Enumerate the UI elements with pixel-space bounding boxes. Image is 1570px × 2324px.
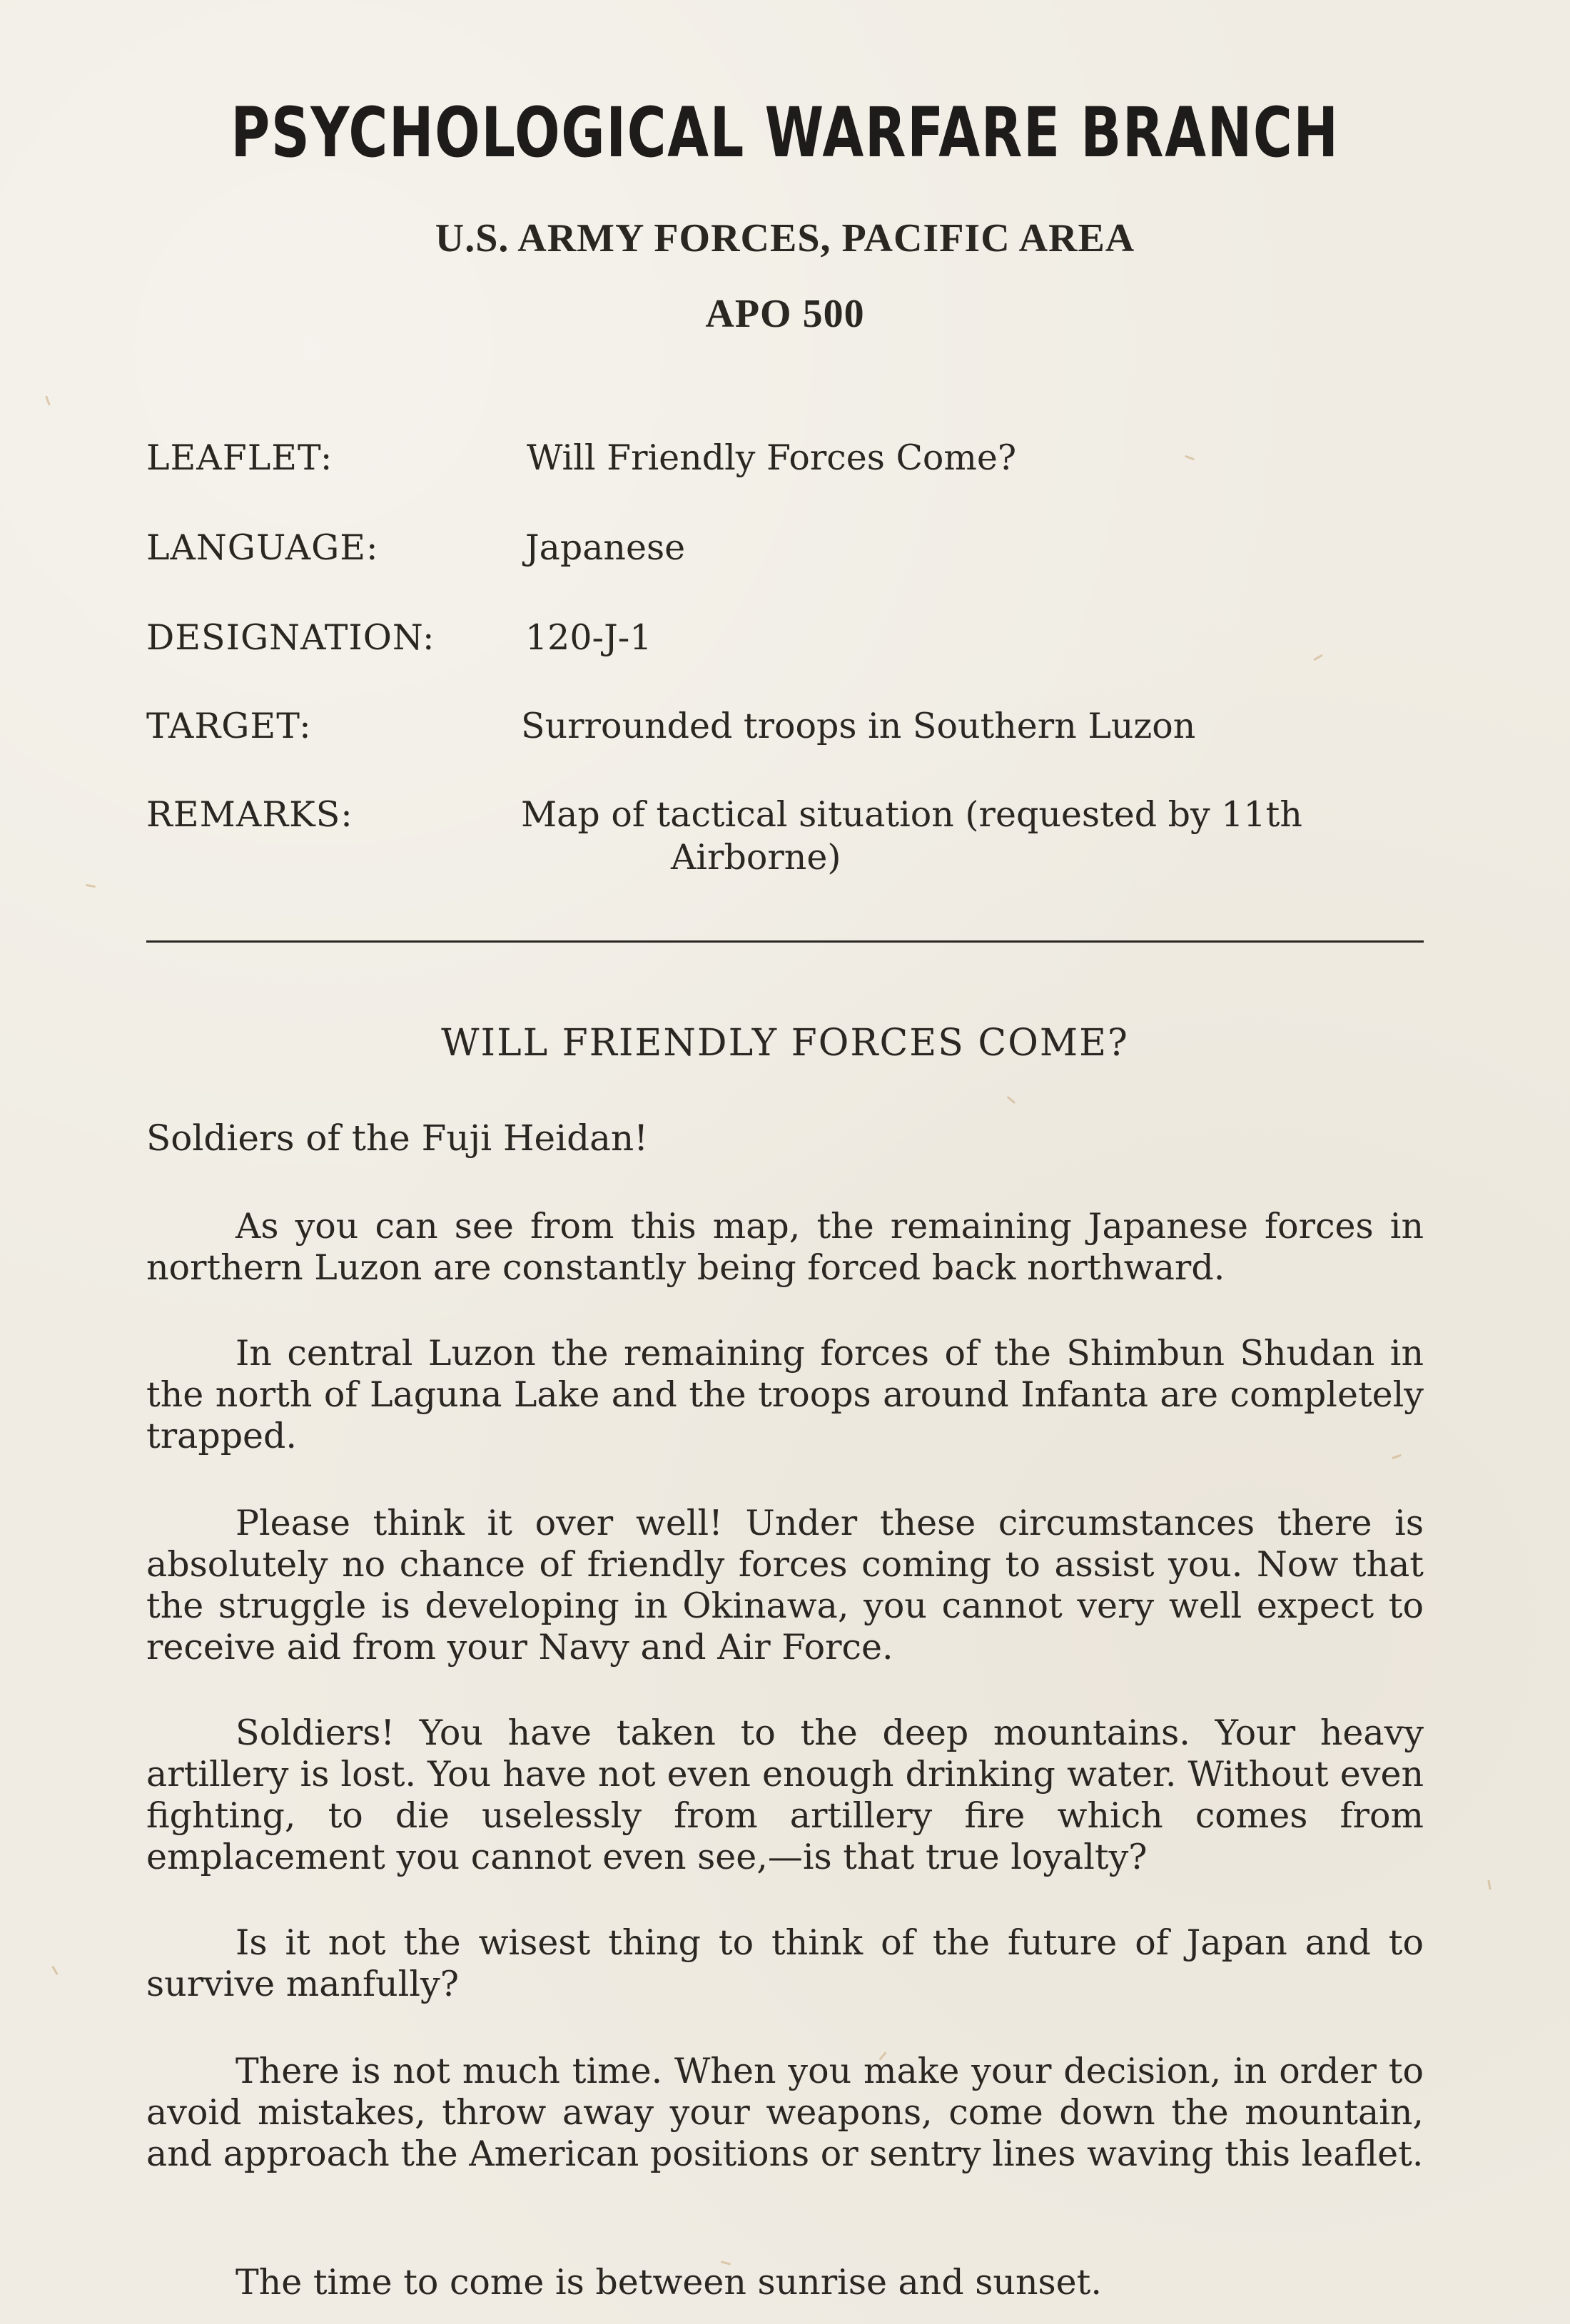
body-paragraph: Soldiers! You have taken to the deep mountains. Your heavy artillery is lost. You have not even enough drinking water. Without even fighting, to die uselessly from artillery fire which comes from emplacement you cannot even see,—is that true loyalty? xyxy=(146,1712,1424,1877)
apo-number: APO 500 xyxy=(705,292,865,336)
paper-fleck xyxy=(1185,455,1195,461)
designation-value: 120-J-1 xyxy=(525,617,652,658)
paper-fleck xyxy=(45,395,51,405)
leaflet-value: Will Friendly Forces Come? xyxy=(527,437,1017,478)
language-label: LANGUAGE: xyxy=(146,527,379,568)
paper-fleck xyxy=(1313,654,1323,661)
salutation: Soldiers of the Fuji Heidan! xyxy=(146,1117,649,1159)
paper-fleck xyxy=(1487,1879,1491,1889)
remarks-label: REMARKS: xyxy=(146,794,353,835)
section-divider xyxy=(146,940,1424,943)
remarks-value-line1: Map of tactical situation (requested by 11th xyxy=(521,794,1302,835)
body-paragraph: As you can see from this map, the remaining Japanese forces in northern Luzon are constantly being forced back northward. xyxy=(146,1206,1424,1288)
body-paragraph: Please think it over well! Under these circumstances there is absolutely no chance of friendly forces coming to assist you. Now that the struggle is developing in Okinawa, you cannot very well expect to receive aid from your Navy and Air Force. xyxy=(146,1503,1424,1668)
body-paragraph: The time to come is between sunrise and sunset. xyxy=(236,2262,1102,2303)
page-title: PSYCHOLOGICAL WARFARE BRANCH xyxy=(231,93,1339,173)
organization-subtitle: U.S. ARMY FORCES, PACIFIC AREA xyxy=(435,216,1135,260)
remarks-value-line2: Airborne) xyxy=(671,837,841,878)
designation-label: DESIGNATION: xyxy=(146,617,435,658)
body-paragraph: Is it not the wisest thing to think of the future of Japan and to survive manfully? xyxy=(146,1922,1424,2004)
body-paragraph: There is not much time. When you make your decision, in order to avoid mistakes, throw away your weapons, come down the mountain, and approach the American positions or sentry lines waving this leaflet. xyxy=(146,2051,1424,2174)
paper-fleck xyxy=(51,1966,59,1976)
body-paragraph: In central Luzon the remaining forces of the Shimbun Shudan in the north of Laguna Lake and the troops around Infanta are completely trapped. xyxy=(146,1333,1424,1456)
leaflet-title: WILL FRIENDLY FORCES COME? xyxy=(441,1022,1129,1065)
leaflet-label: LEAFLET: xyxy=(146,437,333,478)
paper-fleck xyxy=(1007,1096,1016,1104)
paper-fleck xyxy=(86,884,96,888)
language-value: Japanese xyxy=(525,527,686,568)
target-value: Surrounded troops in Southern Luzon xyxy=(521,706,1196,746)
target-label: TARGET: xyxy=(146,706,312,746)
